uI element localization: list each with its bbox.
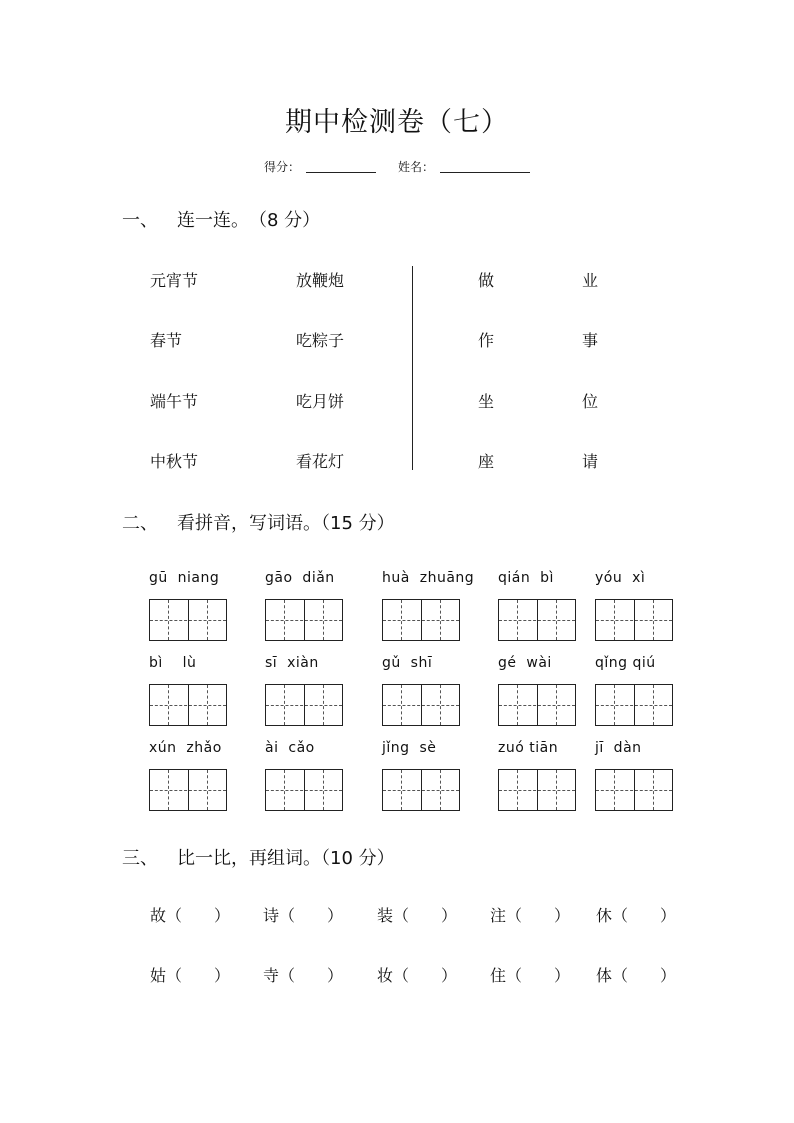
match-2[interactable]: 事 [582, 331, 599, 350]
festival-2[interactable]: 春节 [150, 331, 183, 350]
char-2[interactable]: 作 [478, 331, 495, 350]
pinyin-label: yóu xì [595, 570, 646, 586]
char-4[interactable]: 座 [478, 452, 495, 471]
custom-1[interactable]: 放鞭炮 [296, 271, 345, 290]
page-title: 期中检测卷（七） [285, 107, 509, 138]
answer-parentheses[interactable]: （ ） [279, 906, 344, 925]
compare-item[interactable] [490, 903, 570, 926]
festival-1[interactable]: 元宵节 [150, 271, 199, 290]
match-4[interactable]: 请 [582, 452, 599, 471]
section3-heading: 比一比，再组词。（10 分） [177, 848, 395, 869]
answer-parentheses[interactable]: （ ） [612, 966, 677, 985]
compare-item[interactable] [377, 903, 457, 926]
custom-3[interactable]: 吃月饼 [296, 392, 345, 411]
pinyin-label: ài cǎo [265, 740, 315, 756]
compare-char: 寺 [263, 966, 280, 985]
custom-4[interactable]: 看花灯 [296, 452, 345, 471]
pinyin-label: qǐng qiú [595, 655, 656, 671]
section2-heading-row [0, 509, 794, 533]
section2-heading: 看拼音，写词语。（15 分） [177, 513, 395, 534]
section1-heading: 连一连。 （8 分） [177, 210, 321, 231]
compare-char: 体 [596, 966, 613, 985]
name-label: 姓名： [398, 160, 435, 174]
writing-box[interactable] [149, 684, 227, 726]
score-blank[interactable] [306, 172, 376, 173]
writing-box[interactable] [265, 684, 343, 726]
pinyin-label: gū niang [149, 570, 220, 586]
writing-box[interactable] [498, 684, 576, 726]
compare-char: 装 [377, 906, 394, 925]
answer-parentheses[interactable]: （ ） [506, 966, 571, 985]
writing-box[interactable] [498, 769, 576, 811]
compare-char: 住 [490, 966, 507, 985]
compare-item[interactable] [377, 963, 457, 986]
pinyin-label: sī xiàn [265, 655, 319, 671]
compare-item[interactable] [263, 963, 343, 986]
writing-box[interactable] [595, 684, 673, 726]
compare-char: 妆 [377, 966, 394, 985]
pinyin-label: gé wài [498, 655, 552, 671]
writing-box[interactable] [382, 769, 460, 811]
pinyin-label: huà zhuāng [382, 570, 475, 586]
char-3[interactable]: 坐 [478, 392, 495, 411]
section1-divider [412, 266, 413, 470]
writing-box[interactable] [595, 769, 673, 811]
writing-box[interactable] [595, 599, 673, 641]
pinyin-label: jī dàn [595, 740, 642, 756]
name-blank[interactable] [440, 172, 530, 173]
answer-parentheses[interactable]: （ ） [166, 966, 231, 985]
answer-parentheses[interactable]: （ ） [393, 966, 458, 985]
compare-item[interactable] [150, 963, 230, 986]
writing-box[interactable] [382, 599, 460, 641]
writing-box[interactable] [265, 769, 343, 811]
writing-box[interactable] [149, 599, 227, 641]
answer-parentheses[interactable]: （ ） [393, 906, 458, 925]
char-1[interactable]: 做 [478, 271, 495, 290]
section1-heading-row [0, 206, 794, 230]
pinyin-label: bì lù [149, 655, 197, 671]
pinyin-label: qián bì [498, 570, 554, 586]
pinyin-label: jǐng sè [382, 740, 437, 756]
match-1[interactable]: 业 [582, 271, 599, 290]
pinyin-label: gāo diǎn [265, 570, 335, 586]
writing-box[interactable] [498, 599, 576, 641]
compare-char: 故 [150, 906, 167, 925]
section1-number: 一、 [122, 210, 158, 231]
compare-char: 姑 [150, 966, 167, 985]
writing-box[interactable] [265, 599, 343, 641]
compare-item[interactable] [263, 903, 343, 926]
answer-parentheses[interactable]: （ ） [166, 906, 231, 925]
section3-number: 三、 [122, 848, 158, 869]
answer-parentheses[interactable]: （ ） [612, 906, 677, 925]
section2-number: 二、 [122, 513, 158, 534]
match-3[interactable]: 位 [582, 392, 599, 411]
answer-parentheses[interactable]: （ ） [279, 966, 344, 985]
compare-item[interactable] [490, 963, 570, 986]
festival-3[interactable]: 端午节 [150, 392, 199, 411]
compare-item[interactable] [596, 903, 676, 926]
compare-char: 诗 [263, 906, 280, 925]
compare-item[interactable] [150, 903, 230, 926]
writing-box[interactable] [382, 684, 460, 726]
writing-box[interactable] [149, 769, 227, 811]
score-label: 得分： [264, 160, 301, 174]
festival-4[interactable]: 中秋节 [150, 452, 199, 471]
answer-parentheses[interactable]: （ ） [506, 906, 571, 925]
compare-char: 休 [596, 906, 613, 925]
custom-2[interactable]: 吃粽子 [296, 331, 345, 350]
pinyin-label: gǔ shī [382, 655, 433, 671]
compare-item[interactable] [596, 963, 676, 986]
pinyin-label: xún zhǎo [149, 740, 222, 756]
section3-heading-row [0, 844, 794, 868]
compare-char: 注 [490, 906, 507, 925]
pinyin-label: zuó tiān [498, 740, 559, 756]
